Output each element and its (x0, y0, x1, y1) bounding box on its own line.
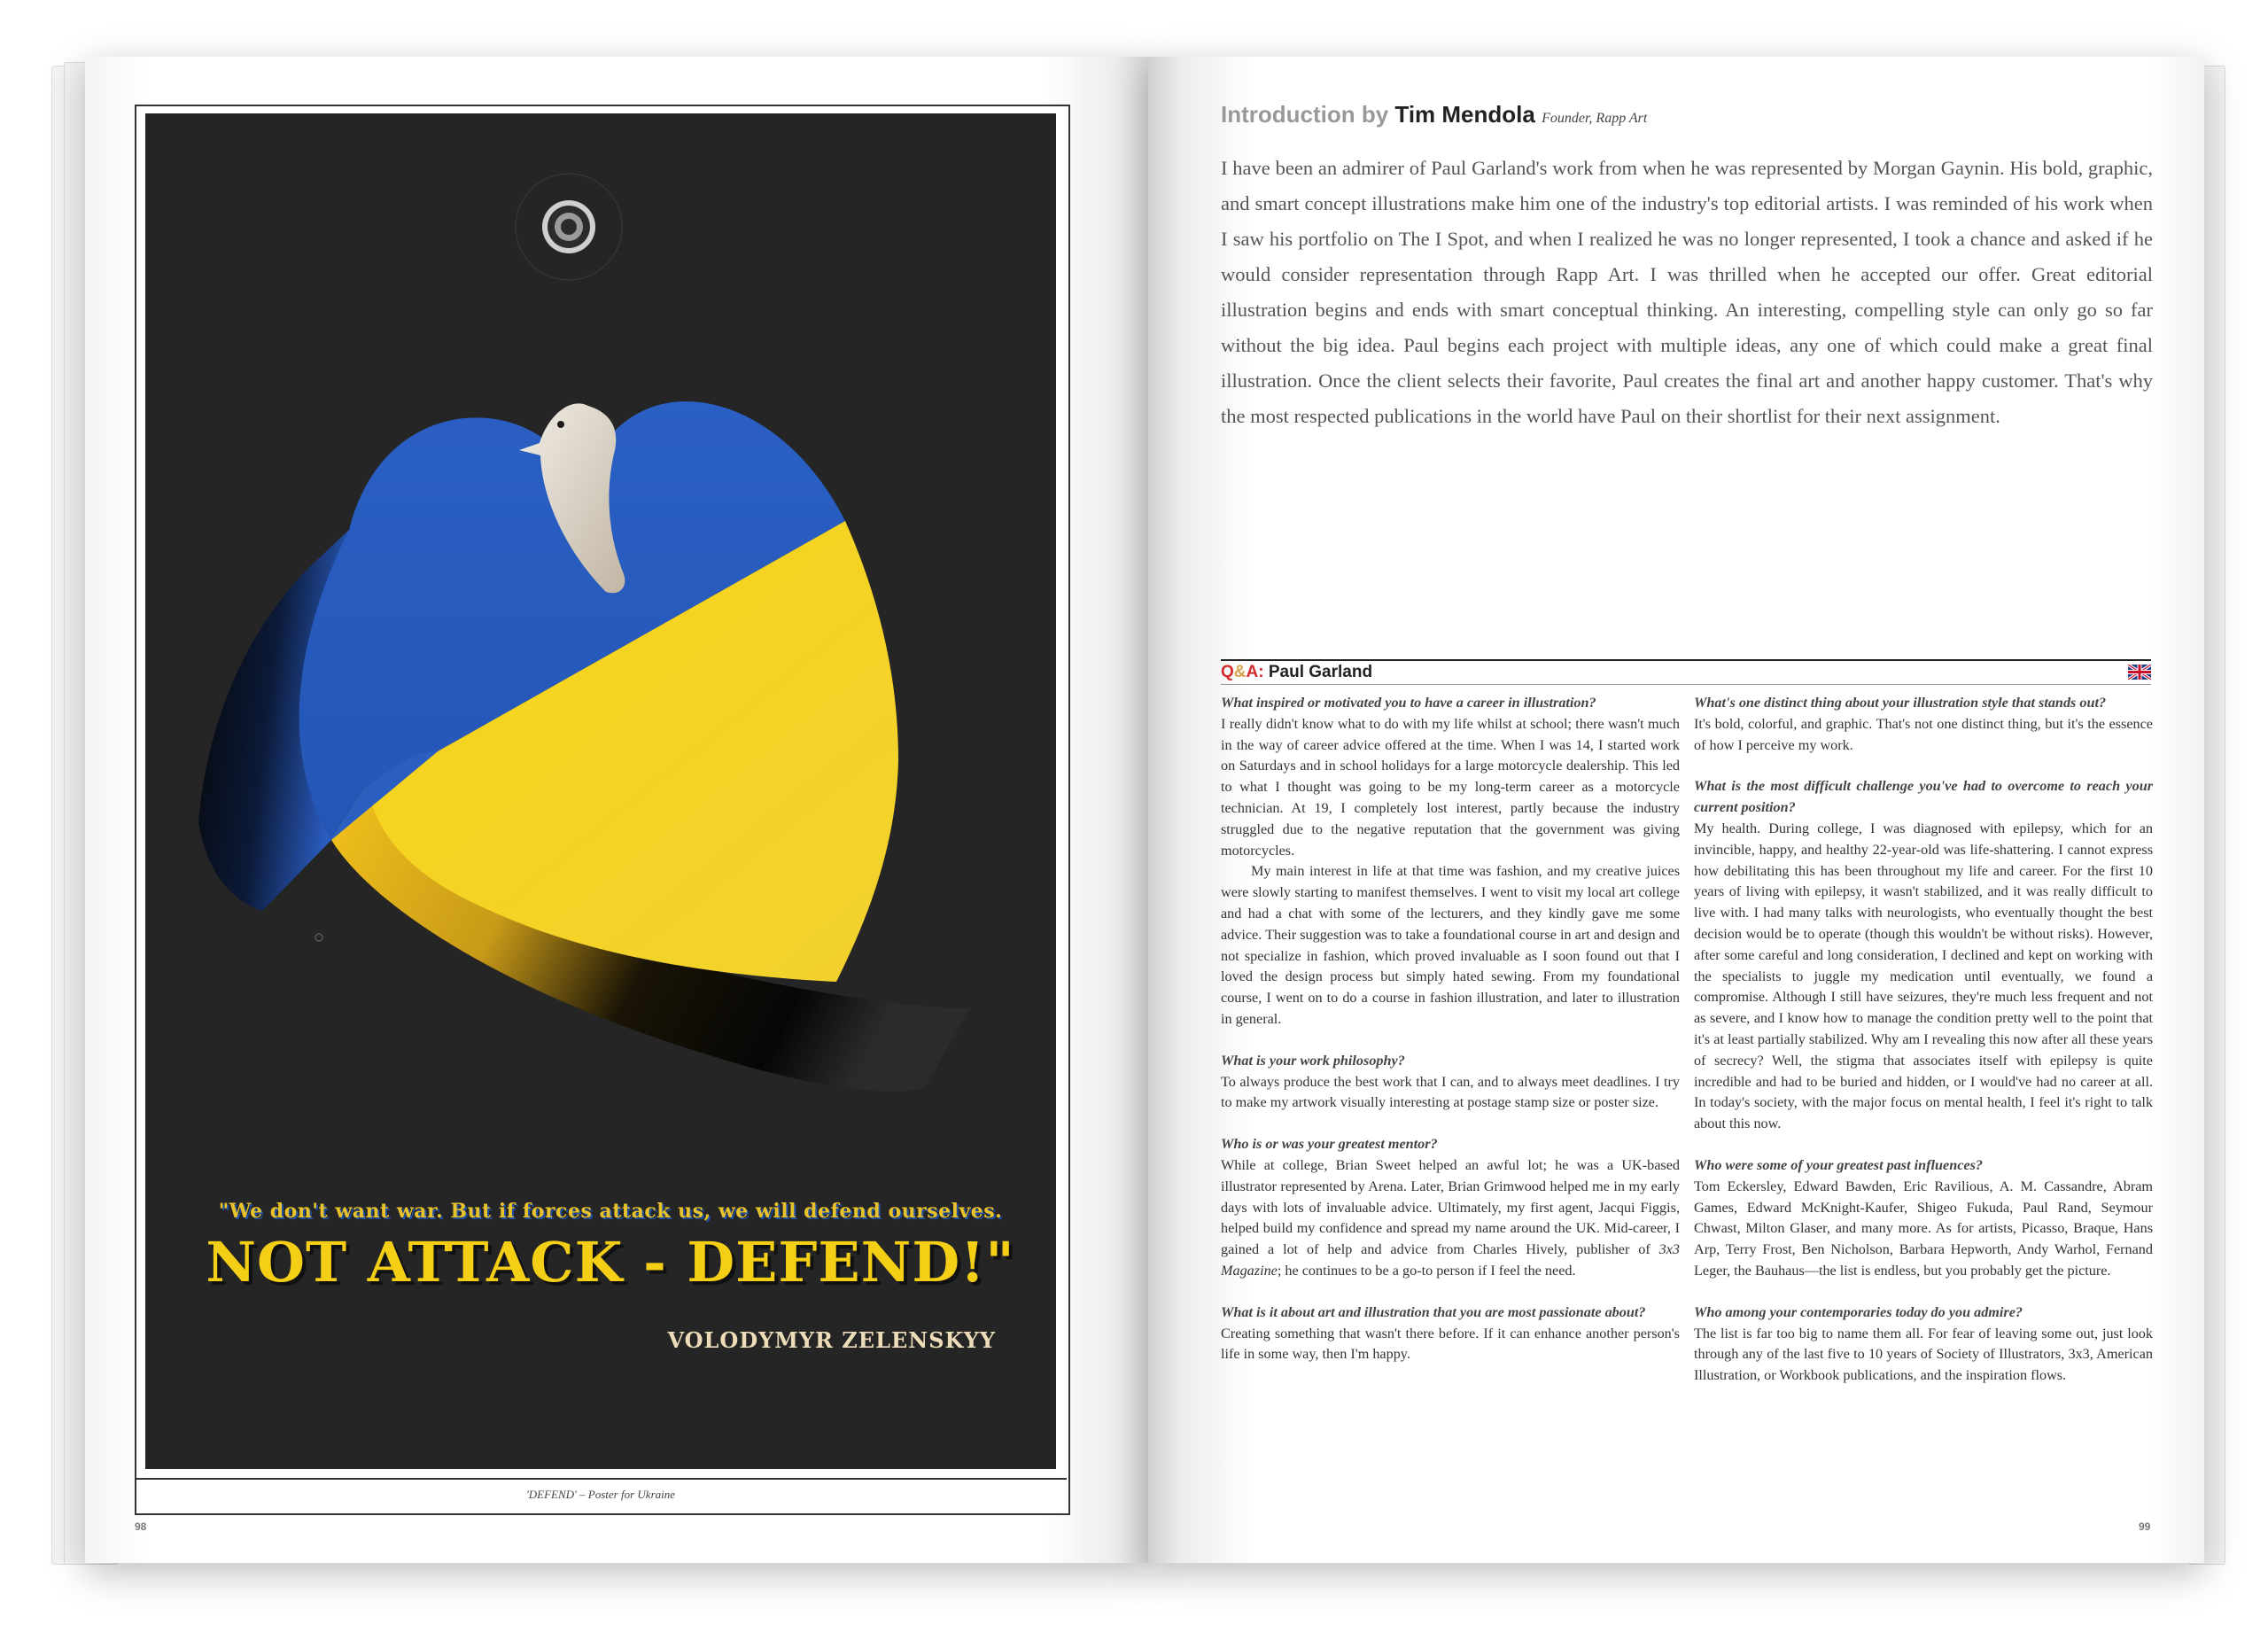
qa-question: Who is or was your greatest mentor? (1221, 1136, 1438, 1153)
qa-question: What is your work philosophy? (1221, 1052, 1405, 1069)
qa-answer: My health. During college, I was diagnosed with epilepsy, which for an invincible, happy, and healthy 22-year-old was life-shattering. I cannot express how debilitating this has been throughout my life and career. For the first 10 years of living with epilepsy, it wasn't stabilized, and it was really difficult to live with. I had many talks with neurologists, who eventually thought the best decision would be to operate (though this wouldn't be without risks). However, after some careful and long consideration, I declined and kept on working with the specialists to juggle my medication until eventually, we found a compromise. Although I still have seizures, they're much less frequent and not as severe, and I know how to manage the condition pretty well to the point that it's at least partially stabilized. Why am I revealing this now after all these years of secrecy? Well, the stigma that associates itself with epilepsy is quite incredible and had to be buried and hidden, or I would've had no career at all. In today's society, with the major focus on mental health, I feel it's right to talk about this now. (1694, 820, 2153, 1132)
page-number-right: 99 (2139, 1520, 2151, 1533)
qa-answer: It's bold, colorful, and graphic. That's not one distinct thing, but it's the essence of how I perceive my work. (1694, 715, 2153, 753)
magazine-title: 3x3 Magazine (1221, 1241, 1680, 1279)
intro-body: I have been an admirer of Paul Garland's work from when he was represented by Morgan Gaynin. His bold, graphic, and smart concept illustrations make him one of the industry's top editorial artists. I was reminded of his work when I saw his portfolio on The I Spot, and when I realized he was no longer represented, I took a chance and asked if he would consider representation through Rapp Art. I was thrilled when he accepted our offer. Great editorial illustration begins and ends with smart conceptual thinking. An interesting, compelling style can only go so far without the big idea. Paul begins each project with multiple ideas, any one of which could make a great final illustration. Once the client selects their favorite, Paul creates the final art and another happy customer. That's why the most respected publications in the world have Paul on their shortlist for their next assignment. (1221, 157, 2153, 427)
intro-heading (1221, 101, 1647, 128)
qa-answer: I really didn't know what to do with my life whilst at school; there wasn't much in the way of career advice offered at the time. When I was 14, I started work on Saturdays and in school holidays for a large motorcycle dealership. This led to what I thought was going to be my long-term career as a motorcycle technician. At 19, I completely lost interest, partly because the industry struggled due to the negative reputation that the government was giving motorcycles. (1221, 715, 1680, 859)
poster-caption: 'DEFEND' – Poster for Ukraine (525, 1488, 676, 1501)
caption-bar (135, 1478, 1067, 1513)
poster-quote-author: VOLODYMYR ZELENSKYY (667, 1327, 996, 1353)
qa-answer: To always produce the best work that I can, and to always meet deadlines. I try to make my artwork visually interesting at postage stamp size or poster size. (1221, 1073, 1680, 1111)
qa-top-rule (1221, 659, 2151, 661)
qa-question: Who among your contemporaries today do you admire? (1694, 1303, 2023, 1320)
qa-answer: The list is far too big to name them all. For fear of leaving some out, just look through any of the last five to 10 years of Society of Illustrators, 3x3, American Illustration, or Workbook publications, and the inspiration flows. (1694, 1325, 2153, 1384)
poster-quote-line2: NOT ATTACK - DEFEND!" (206, 1230, 1015, 1295)
page-number-left: 98 (135, 1520, 147, 1533)
qa-question: What's one distinct thing about your illustration style that stands out? (1694, 695, 2107, 711)
qa-question: What is it about art and illustration that you are most passionate about? (1221, 1303, 1646, 1320)
qa-interviewee: Paul Garland (1263, 663, 1373, 681)
poster-quote-line1: "We don't want war. But if forces attack us, we will defend ourselves. (218, 1200, 1003, 1223)
intro-author-name: Tim Mendola (1394, 101, 1535, 128)
qa-sub-rule (1221, 684, 2151, 685)
united-with-ukraine-badge (516, 174, 622, 280)
qa-answer: While at college, Brian Sweet helped an awful lot; he was a UK-based illustrator represented by Arena. Later, Brian Grimwood helped me in my early days with lots of invaluable advice. Ultimately, my first agent, Jacqui Figgis, helped build my confidence and spread my name around the UK. Mid-career, I gained a lot of help and advice from Charles Hively, publisher of 3x3 Magazine; he continues to be a go-to person if I feel the need. (1221, 1156, 1680, 1279)
qa-answer: Tom Eckersley, Edward Bawden, Eric Ravilious, A. M. Cassandre, Abram Games, Edward McKnight-Kaufer, Shigeo Fukuda, Paul Rand, Seymour Chwast, Milton Glaser, and many more. As for artists, Picasso, Braque, Hans Arp, Terry Frost, Ben Nicholson, Barbara Hepworth, Andy Warhol, Fernand Leger, the Bauhaus—the list is endless, but you probably get the picture. (1694, 1178, 2153, 1279)
qa-answer: My main interest in life at that time was fashion, and my creative juices were slowly starting to manifest themselves. I went to visit my local art college and had a chat with some of the lecturers, and they kindly gave me some advice. Their suggestion was to take a foundational course in art and design and not specialize in fashion, which proved invaluable as I soon found out that I loved the design process but simply hated sewing. From my foundational course, I went on to do a course in fashion illustration, and later to illustration in general. (1221, 863, 1680, 1027)
intro-author-role: Founder, Rapp Art (1542, 111, 1648, 126)
defend-poster (145, 113, 1056, 1469)
uk-flag-icon (2128, 665, 2151, 680)
qa-heading: Q&A: Paul Garland (1221, 663, 1373, 681)
qa-column-left (1221, 693, 1680, 1386)
qa-question: What is the most difficult challenge you've had to overcome to reach your current position? (1694, 778, 2153, 816)
qa-question: What inspired or motivated you to have a career in illustration? (1221, 695, 1596, 711)
qa-question: Who were some of your greatest past influences? (1694, 1156, 1983, 1173)
qa-column-right (1694, 693, 2153, 1407)
qa-answer: Creating something that wasn't there before. If it can enhance another person's life in some way, then I'm happy. (1221, 1325, 1680, 1363)
intro-prefix: Introduction by (1221, 101, 1395, 128)
